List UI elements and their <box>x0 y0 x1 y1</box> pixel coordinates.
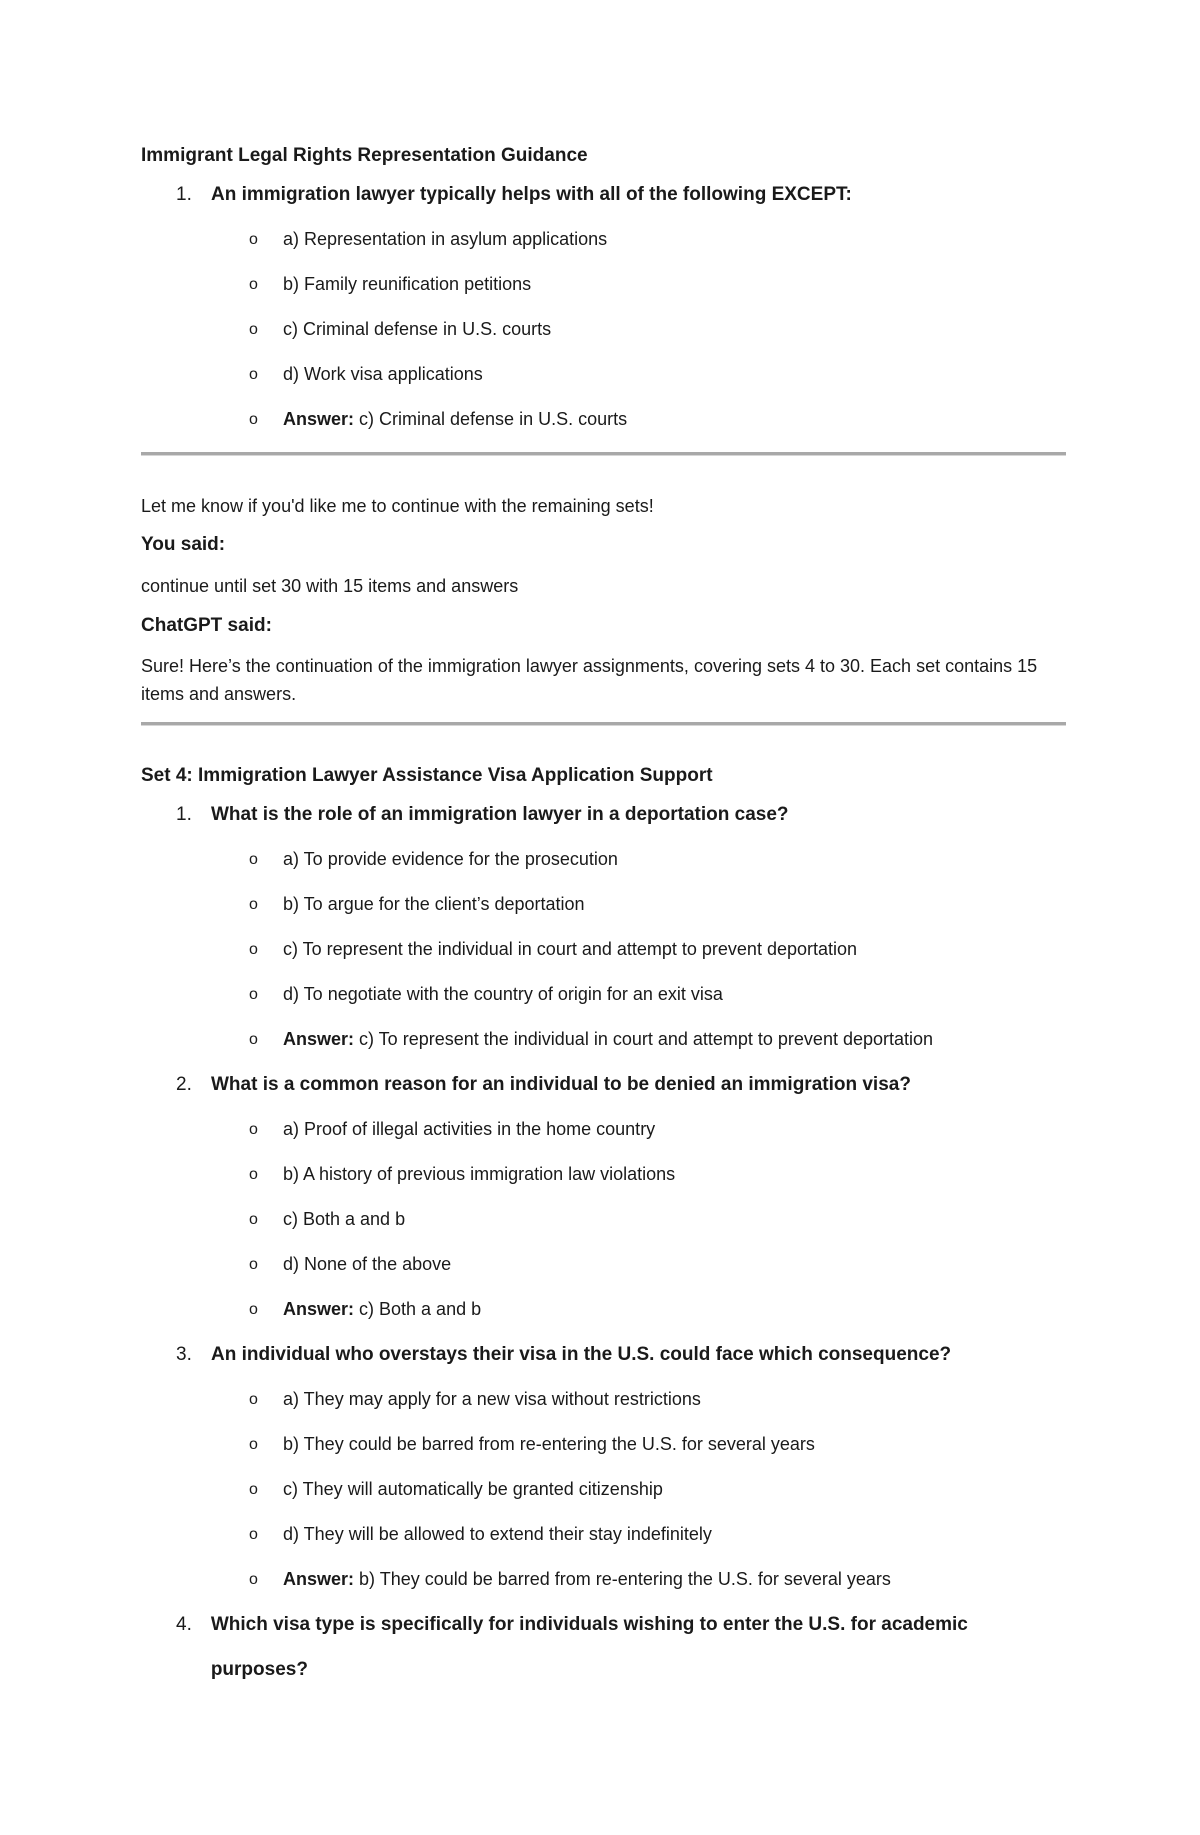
option-text: d) None of the above <box>283 1254 452 1274</box>
question-row <box>141 1332 1066 1377</box>
option-row <box>141 1377 1066 1422</box>
answer-text: c) To represent the individual in court and attempt to prevent deportation <box>359 1029 934 1049</box>
option-text: b) Family reunification petitions <box>283 274 532 294</box>
question-row <box>141 1602 1066 1680</box>
continue-prompt: Let me know if you'd like me to continue with the remaining sets! <box>141 496 654 516</box>
document-page <box>141 140 1066 1680</box>
bullet-icon: o <box>249 1166 258 1183</box>
bullet-icon: o <box>249 941 258 958</box>
question-number: 1. <box>176 184 192 205</box>
bullet-icon: o <box>249 1526 258 1543</box>
answer-label: Answer: <box>283 1029 355 1049</box>
bullet-icon: o <box>249 986 258 1003</box>
option-row <box>141 837 1066 882</box>
set4-question-1 <box>141 792 1066 1062</box>
user-label: You said: <box>141 534 226 555</box>
document-title: Immigrant Legal Rights Representation Guidance <box>141 145 588 166</box>
bullet-icon: o <box>249 896 258 913</box>
option-row <box>141 1422 1066 1467</box>
question-text: An immigration lawyer typically helps with all of the following EXCEPT: <box>211 184 852 205</box>
option-text: c) They will automatically be granted citizenship <box>283 1479 663 1499</box>
question-row <box>141 1062 1066 1107</box>
bullet-icon: o <box>249 1571 258 1588</box>
answer-text: b) They could be barred from re-entering the U.S. for several years <box>359 1569 891 1589</box>
option-text: d) They will be allowed to extend their stay indefinitely <box>283 1524 712 1544</box>
option-row <box>141 882 1066 927</box>
answer-text: c) Criminal defense in U.S. courts <box>359 409 628 429</box>
option-text: a) To provide evidence for the prosecution <box>283 849 618 869</box>
question-text: What is a common reason for an individual to be denied an immigration visa? <box>211 1074 911 1095</box>
answer-label: Answer: <box>283 409 355 429</box>
bullet-icon: o <box>249 1301 258 1318</box>
assistant-message: Sure! Here’s the continuation of the immigration lawyer assignments, covering sets 4 to 30. Each set contains 15 items and answers. <box>141 656 1038 704</box>
answer-row <box>141 1287 1066 1332</box>
set4-question-4 <box>141 1602 1066 1680</box>
option-row <box>141 1197 1066 1242</box>
option-text: a) Representation in asylum applications <box>283 229 608 249</box>
option-row <box>141 262 1066 307</box>
bullet-icon: o <box>249 1481 258 1498</box>
bullet-icon: o <box>249 321 258 338</box>
bullet-icon: o <box>249 1436 258 1453</box>
option-row <box>141 1242 1066 1287</box>
user-message: continue until set 30 with 15 items and answers <box>141 576 519 596</box>
set4-question-2 <box>141 1062 1066 1332</box>
option-text: d) Work visa applications <box>283 364 483 384</box>
option-row <box>141 1152 1066 1197</box>
bullet-icon: o <box>249 366 258 383</box>
option-text: c) Both a and b <box>283 1209 406 1229</box>
bullet-icon: o <box>249 276 258 293</box>
set4-question-3 <box>141 1332 1066 1602</box>
option-row <box>141 217 1066 262</box>
set-title: Set 4: Immigration Lawyer Assistance Visa Application Support <box>141 765 713 786</box>
answer-label: Answer: <box>283 1299 355 1319</box>
option-text: b) They could be barred from re-entering the U.S. for several years <box>283 1434 815 1454</box>
answer-row <box>141 1557 1066 1602</box>
question-number: 2. <box>176 1074 192 1095</box>
assistant-label: ChatGPT said: <box>141 615 272 636</box>
bullet-icon: o <box>249 411 258 428</box>
option-text: a) They may apply for a new visa without restrictions <box>283 1389 701 1409</box>
bullet-icon: o <box>249 1211 258 1228</box>
bullet-icon: o <box>249 851 258 868</box>
horizontal-divider <box>141 452 1066 456</box>
intro-question <box>141 172 1066 442</box>
option-text: c) Criminal defense in U.S. courts <box>283 319 552 339</box>
question-number: 4. <box>176 1614 192 1635</box>
option-row <box>141 927 1066 972</box>
answer-text: c) Both a and b <box>359 1299 482 1319</box>
option-text: c) To represent the individual in court and attempt to prevent deportation <box>283 939 858 959</box>
question-number: 3. <box>176 1344 192 1365</box>
bullet-icon: o <box>249 1031 258 1048</box>
option-row <box>141 307 1066 352</box>
question-row <box>141 792 1066 837</box>
option-text: a) Proof of illegal activities in the home country <box>283 1119 656 1139</box>
option-text: b) To argue for the client’s deportation <box>283 894 585 914</box>
question-text: What is the role of an immigration lawyer in a deportation case? <box>211 804 789 825</box>
option-text: b) A history of previous immigration law violations <box>283 1164 676 1184</box>
bullet-icon: o <box>249 1121 258 1138</box>
bullet-icon: o <box>249 1391 258 1408</box>
question-text: Which visa type is specifically for individuals wishing to enter the U.S. for academic purposes? <box>210 1614 968 1680</box>
question-number: 1. <box>176 804 192 825</box>
option-row <box>141 352 1066 397</box>
option-row <box>141 972 1066 1017</box>
option-text: d) To negotiate with the country of origin for an exit visa <box>283 984 723 1004</box>
answer-row <box>141 397 1066 442</box>
bullet-icon: o <box>249 1256 258 1273</box>
answer-label: Answer: <box>283 1569 355 1589</box>
answer-row <box>141 1017 1066 1062</box>
question-text: An individual who overstays their visa in the U.S. could face which consequence? <box>211 1344 952 1365</box>
option-row <box>141 1512 1066 1557</box>
bullet-icon: o <box>249 231 258 248</box>
option-row <box>141 1467 1066 1512</box>
horizontal-divider <box>141 722 1066 726</box>
option-row <box>141 1107 1066 1152</box>
question-row <box>141 172 1066 217</box>
